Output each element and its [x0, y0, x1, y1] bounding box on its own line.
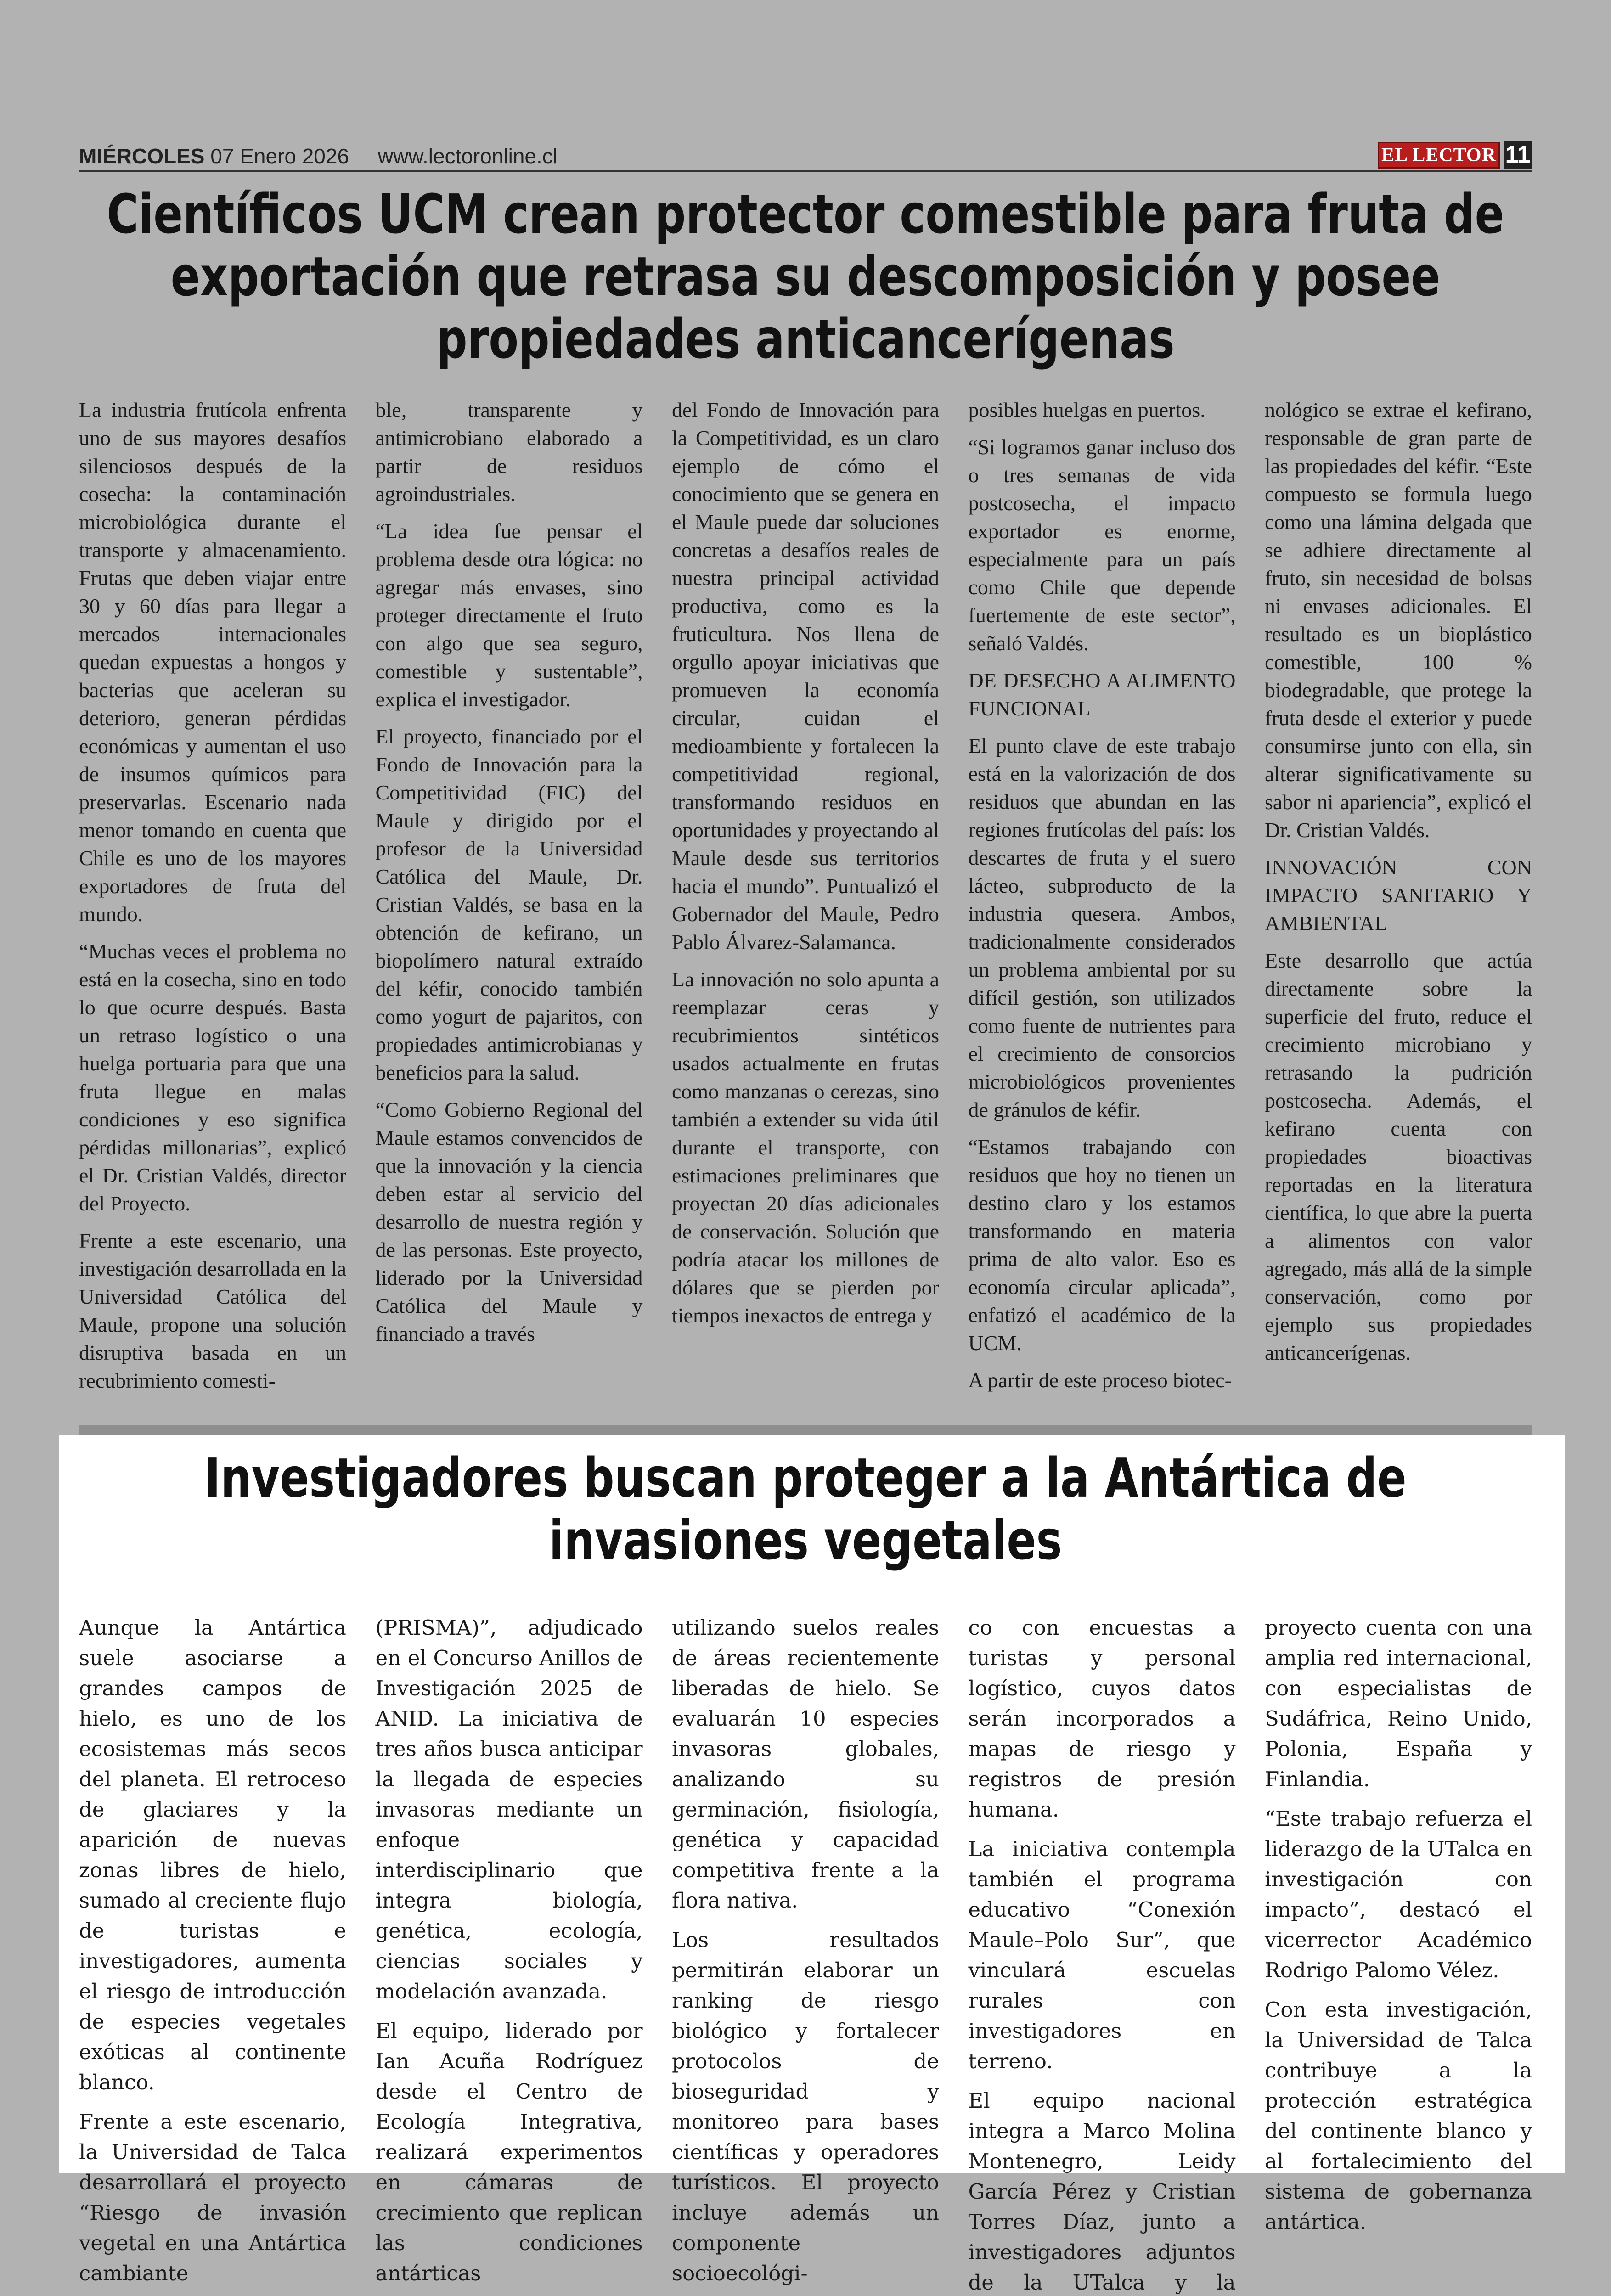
paragraph: “La idea fue pensar el problema desde otra lógica: no agregar más envases, sino proteger directamente el fruto con algo que sea seguro, comestible y sustentable”, explica el investigador.: [375, 519, 643, 711]
paragraph: “Muchas veces el problema no está en la cosecha, sino en todo lo que ocurre después. Basta un retraso logístico o una huelga portuaria para que una fruta llegue en malas condiciones y eso significa pérdidas millonarias”, explicó el Dr. Cristian Valdés, director del Proyecto.: [79, 940, 346, 1215]
newspaper-logo: EL LECTOR: [1378, 142, 1500, 169]
paragraph: “Como Gobierno Regional del Maule estamos convencidos de que la innovación y la ciencia deben estar al servicio del desarrollo de nuestra región y de las personas. Este proyecto, liderado por la Universidad Católica del Maule y financiado a través: [375, 1098, 643, 1345]
paragraph: La iniciativa contempla también el programa educativo “Conexión Maule–Polo Sur”, que vinculará escuelas rurales con investigadores en terreno.: [968, 1837, 1236, 2073]
article1-column: [79, 396, 346, 1415]
article1-column: [1265, 396, 1532, 1415]
paragraph: ble, transparente y antimicrobiano elaborado a partir de residuos agroindustriales.: [375, 398, 643, 506]
subheading: DE DESECHO A ALIMENTO FUNCIONAL: [968, 669, 1236, 720]
article2-headline: Investigadores buscan proteger a la Antártica de invasiones vegetales: [204, 1446, 1407, 1572]
paragraph: Con esta investigación, la Universidad de Talca contribuye a la protección estratégica del continente blanco y al fortalecimiento del sistema de gobernanza antártica.: [1265, 1998, 1532, 2234]
article1-column: [969, 396, 1236, 1415]
paragraph: (PRISMA)”, adjudicado en el Concurso Anillos de Investigación 2025 de ANID. La iniciativa de tres años busca anticipar la llegada de especies invasoras mediante un enfoque interdisciplinario que integra biología, genética, ecología, ciencias sociales y modelación avanzada.: [375, 1615, 643, 2003]
article2-column: [968, 1613, 1236, 2295]
article2-column: [375, 1613, 643, 2285]
page-header: [79, 140, 1532, 172]
page-number: 11: [1504, 141, 1532, 169]
paragraph: Frente a este escenario, una investigación desarrollada en la Universidad Católica del Maule, propone una solución disruptiva basada en un recubrimiento comesti-: [79, 1229, 346, 1392]
header-info: [79, 144, 558, 169]
article1-headline: Científicos UCM crean protector comestible para fruta de exportación que retrasa su descomposición y posee propiedades anticancerígenas: [107, 182, 1504, 371]
header-url[interactable]: www.lectoronline.cl: [377, 144, 558, 168]
paragraph: A partir de este proceso biotec-: [968, 1368, 1232, 1392]
article1-column: [376, 396, 643, 1415]
paragraph: proyecto cuenta con una amplia red internacional, con especialistas de Sudáfrica, Reino Unido, Polonia, España y Finlandia.: [1265, 1615, 1532, 1791]
paragraph: Este desarrollo que actúa directamente sobre la superficie del fruto, reduce el crecimiento microbiano y retrasando la pudrición postcosecha. Además, el kefirano cuenta con propiedades bioactivas reportadas en la literatura científica, lo que abre la puerta a alimentos con valor agregado, más allá de la simple conservación, como por ejemplo sus propiedades anticancerígenas.: [1265, 949, 1532, 1364]
paragraph: co con encuestas a turistas y personal logístico, cuyos datos serán incorporados a mapas de riesgo y registros de presión humana.: [968, 1615, 1236, 1822]
paragraph: “Estamos trabajando con residuos que hoy no tienen un destino claro y los estamos transformando en materia prima de alto valor. Eso es economía circular aplicada”, enfatizó el académico de la UCM.: [968, 1135, 1236, 1355]
header-date: 07 Enero 2026: [210, 144, 349, 168]
paragraph: El punto clave de este trabajo está en la valorización de dos residuos que abundan en las regiones frutícolas del país: los descartes de fruta y el suero lácteo, subproducto de la industria quesera. Ambos, tradicionalmente considerados un problema ambiental por su difícil gestión, son utilizados como fuente de nutrientes para el crecimiento de consorcios microbiológicos provenientes de gránulos de kéfir.: [968, 734, 1236, 1121]
paragraph: “Este trabajo refuerza el liderazgo de la UTalca en investigación con impacto”, destacó el vicerrector Académico Rodrigo Palomo Vélez.: [1265, 1806, 1532, 1982]
paragraph: nológico se extrae el kefirano, responsable de gran parte de las propiedades del kéfir. “Este compuesto se formula luego como una lámina delgada que se adhiere directamente al fruto, sin necesidad de bolsas ni envases adicionales. El resultado es un bioplástico comestible, 100 % biodegradable, que protege la fruta desde el exterior y puede consumirse junto con ella, sin alterar significativamente su sabor ni apariencia”, explicó el Dr. Cristian Valdés.: [1265, 398, 1532, 842]
section-divider: [79, 1425, 1532, 1435]
paragraph: La industria frutícola enfrenta uno de sus mayores desafíos silenciosos después de la cosecha: la contaminación microbiológica durante el transporte y almacenamiento. Frutas que deben viajar entre 30 y 60 días para llegar a mercados internacionales quedan expuestas a hongos y bacterias que aceleran su deterioro, generan pérdidas económicas y aumentan el uso de insumos químicos para preservarlas. Escenario nada menor tomando en cuenta que Chile es uno de los mayores exportadores de fruta del mundo.: [79, 398, 346, 926]
article2-column: [1265, 1613, 1532, 2234]
header-day: MIÉRCOLES: [79, 144, 205, 168]
paragraph: El equipo nacional integra a Marco Molina Montenegro, Leidy García Pérez y Cristian Torres Díaz, junto a investigadores adjuntos de la UTalca y la: [968, 2088, 1236, 2295]
article2-body: [79, 1613, 1532, 2295]
paragraph: La innovación no solo apunta a reemplazar ceras y recubrimientos sintéticos usados actualmente en frutas como manzanas o cerezas, sino también a extender su vida útil durante el transporte, con estimaciones preliminares que proyectan 20 días adicionales de conservación. Solución que podría atacar los millones de dólares que se pierden por tiempos inexactos de entrega y: [672, 968, 939, 1327]
paragraph: El equipo, liderado por Ian Acuña Rodríguez desde el Centro de Ecología Integrativa, realizará experimentos en cámaras de crecimiento que replican las condiciones antárticas: [375, 2019, 643, 2285]
article1-body: [79, 396, 1532, 1415]
paragraph: Los resultados permitirán elaborar un ranking de riesgo biológico y fortalecer protocolos de bioseguridad y monitoreo para bases científicas y operadores turísticos. El proyecto incluye además un componente socioecológi-: [672, 1928, 939, 2285]
paragraph: “Si logramos ganar incluso dos o tres semanas de vida postcosecha, el impacto exportador es enorme, especialmente para un país como Chile que depende fuertemente de este sector”, señaló Valdés.: [968, 435, 1236, 655]
paragraph: posibles huelgas en puertos.: [968, 398, 1205, 422]
paragraph: El proyecto, financiado por el Fondo de Innovación para la Competitividad (FIC) del Maule y dirigido por el profesor de la Universidad Católica del Maule, Dr. Cristian Valdés, se basa en la obtención de kefirano, un biopolímero natural extraído del kéfir, conocido también como yogurt de pajaritos, con propiedades antimicrobianas y beneficios para la salud.: [375, 725, 643, 1084]
subheading: INNOVACIÓN CON IMPACTO SANITARIO Y AMBIENTAL: [1265, 855, 1532, 935]
article2-column: [672, 1613, 939, 2285]
paragraph: Aunque la Antártica suele asociarse a grandes campos de hielo, es uno de los ecosistemas más secos del planeta. El retroceso de glaciares y la aparición de nuevas zonas libres de hielo, sumado al creciente flujo de turistas e investigadores, aumenta el riesgo de introducción de especies vegetales exóticas al continente blanco.: [79, 1615, 346, 2094]
article1-column: [672, 396, 939, 1415]
paragraph: del Fondo de Innovación para la Competitividad, es un claro ejemplo de cómo el conocimiento que se genera en el Maule puede dar soluciones concretas a desafíos reales de nuestra principal actividad productiva, como es la fruticultura. Nos llena de orgullo apoyar iniciativas que promueven la economía circular, cuidan el medioambiente y fortalecen la competitividad regional, transformando residuos en oportunidades y proyectando al Maule desde sus territorios hacia el mundo”. Puntualizó el Gobernador del Maule, Pedro Pablo Álvarez-Salamanca.: [672, 398, 939, 954]
article2-column: [79, 1613, 346, 2285]
paragraph: Frente a este escenario, la Universidad de Talca desarrollará el proyecto “Riesgo de invasión vegetal en una Antártica cambiante: [79, 2110, 346, 2285]
paragraph: utilizando suelos reales de áreas recientemente liberadas de hielo. Se evaluarán 10 especies invasoras globales, analizando su germinación, fisiología, genética y capacidad competitiva frente a la flora nativa.: [672, 1615, 939, 1913]
